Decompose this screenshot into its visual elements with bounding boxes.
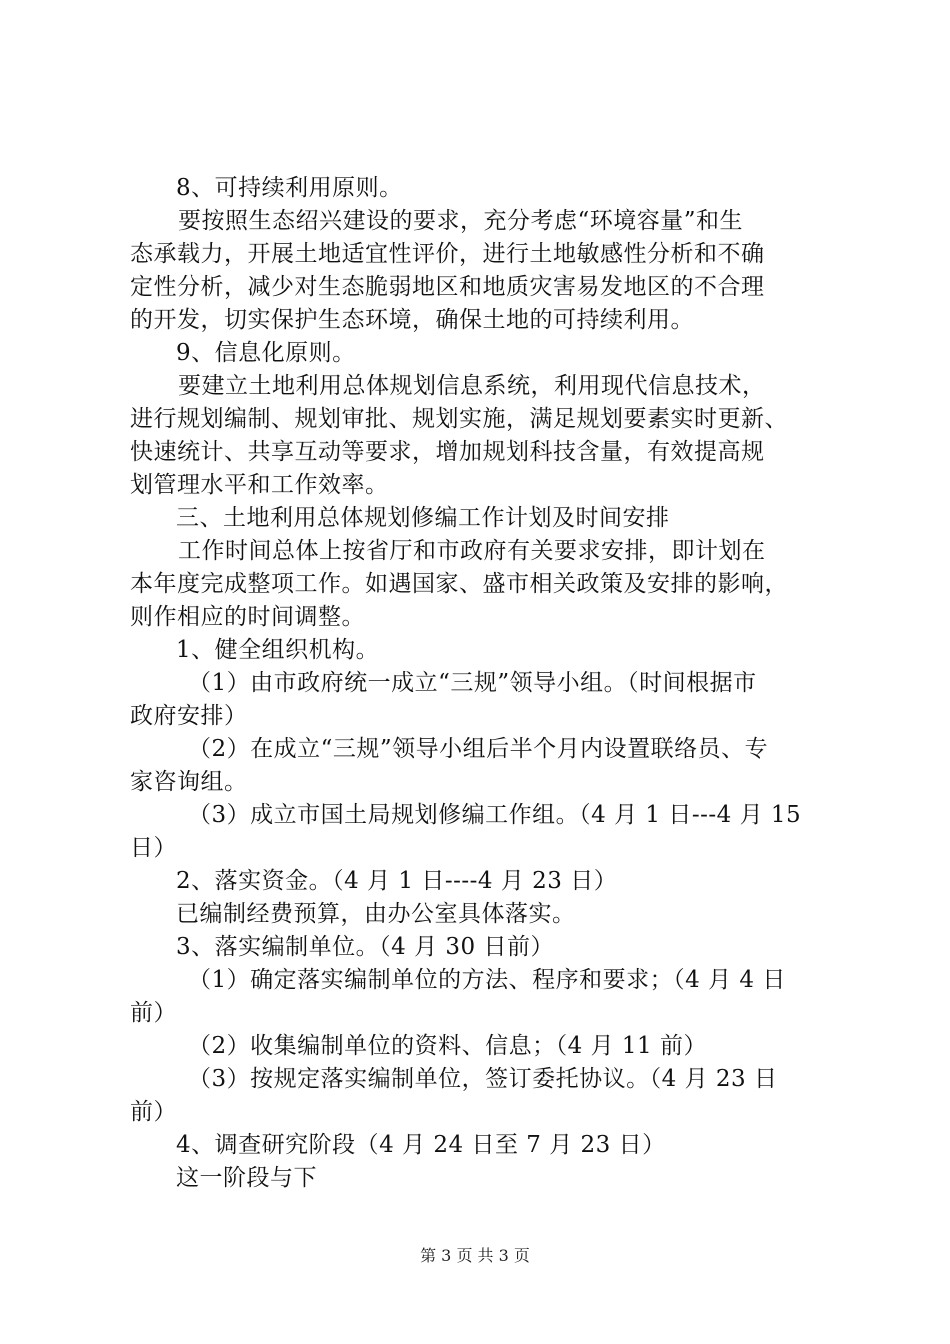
text-line: 划管理水平和工作效率。 (130, 472, 389, 498)
text-line: 的开发，切实保护生态环境，确保土地的可持续利用。 (130, 307, 694, 333)
text-line: 3、落实编制单位。（4 月 30 日前） (176, 934, 554, 960)
text-line: 要按照生态绍兴建设的要求，充分考虑“环境容量”和生 (178, 208, 744, 234)
text-line: 前） (130, 1099, 177, 1125)
text-line: 态承载力，开展土地适宜性评价，进行土地敏感性分析和不确 (130, 241, 765, 267)
text-line: 2、落实资金。（4 月 1 日----4 月 23 日） (176, 868, 618, 894)
text-line: （2）在成立“三规”领导小组后半个月内设置联络员、专 (188, 736, 769, 762)
text-line: 工作时间总体上按省厅和市政府有关要求安排，即计划在 (178, 538, 766, 564)
text-line: 这一阶段与下 (176, 1165, 317, 1191)
text-line: （3）成立市国土局规划修编工作组。（4 月 1 日---4 月 15 (188, 802, 802, 828)
text-line: 三、土地利用总体规划修编工作计划及时间安排 (176, 505, 670, 531)
text-line: 1、健全组织机构。 (176, 637, 380, 663)
text-line: 已编制经费预算，由办公室具体落实。 (176, 901, 576, 927)
text-line: 则作相应的时间调整。 (130, 604, 365, 630)
text-line: （3）按规定落实编制单位，签订委托协议。（4 月 23 日 (188, 1066, 778, 1092)
text-line: 家咨询组。 (130, 769, 248, 795)
document-body (130, 172, 840, 1195)
text-line: 定性分析，减少对生态脆弱地区和地质灾害易发地区的不合理 (130, 274, 765, 300)
text-line: 前） (130, 1000, 177, 1026)
text-line: 进行规划编制、规划审批、规划实施，满足规划要素实时更新、 (130, 406, 788, 432)
text-line: 8、可持续利用原则。 (176, 175, 403, 201)
page-footer: 第 3 页 共 3 页 (420, 1246, 530, 1265)
text-line: 4、调查研究阶段（4 月 24 日至 7 月 23 日） (176, 1132, 666, 1158)
text-line: 本年度完成整项工作。如遇国家、盛市相关政策及安排的影响， (130, 571, 788, 597)
text-line: （2）收集编制单位的资料、信息；（4 月 11 前） (188, 1033, 707, 1059)
text-line: 9、信息化原则。 (176, 340, 356, 366)
text-line: 要建立土地利用总体规划信息系统，利用现代信息技术， (178, 373, 766, 399)
text-line: （1）确定落实编制单位的方法、程序和要求；（4 月 4 日 (188, 967, 786, 993)
text-line: （1）由市政府统一成立“三规”领导小组。（时间根据市 (188, 670, 757, 696)
text-line: 政府安排） (130, 703, 248, 729)
text-line: 快速统计、共享互动等要求，增加规划科技含量，有效提高规 (130, 439, 765, 465)
text-line: 日） (130, 835, 177, 861)
